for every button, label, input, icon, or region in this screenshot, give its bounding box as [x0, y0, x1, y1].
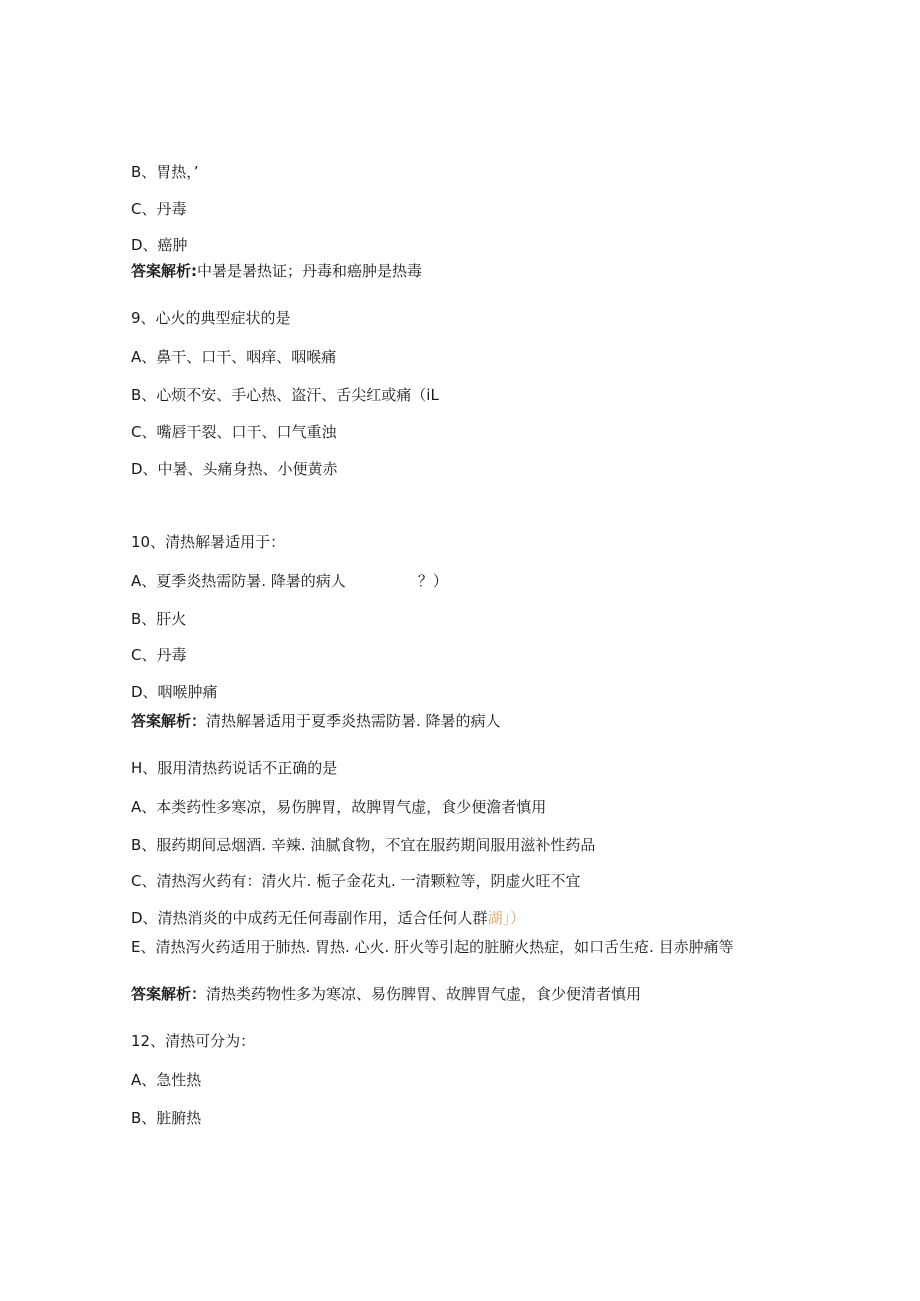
option-b: B、胃热，’ — [131, 163, 199, 181]
option-a: A、急性热 — [131, 1071, 202, 1089]
option-d: D、癌肿 — [131, 236, 188, 254]
answer-label: 答案解析： — [131, 712, 207, 730]
question-10: 10、清热解暑适用于： — [131, 533, 286, 551]
option-d: D、咽喉肿痛 — [131, 683, 218, 701]
option-a: A、夏季炎热需防暑. 降暑的病人 ？） — [131, 572, 448, 590]
option-d: D、中暑、头痛身热、小便黄赤 — [131, 460, 338, 478]
question-12: 12、清热可分为： — [131, 1032, 256, 1050]
answer-label: 答案解析: — [131, 262, 197, 280]
answer-explanation — [131, 262, 422, 280]
option-b: B、肝火 — [131, 610, 187, 628]
option-a: A、鼻干、口干、咽痒、咽喉痛 — [131, 348, 337, 366]
answer-explanation — [131, 712, 501, 730]
stamp-mark: 湖」） — [487, 909, 526, 927]
question-9: 9、心火的典型症状的是 — [131, 309, 291, 327]
option-c: C、丹毒 — [131, 646, 187, 664]
option-c: C、丹毒 — [131, 200, 187, 218]
answer-text: 清热解暑适用于夏季炎热需防暑. 降暑的病人 — [206, 712, 501, 730]
answer-explanation — [131, 985, 641, 1003]
option-a: A、本类药性多寒凉，易伤脾胃，故脾胃气虚，食少便澹者慎用 — [131, 798, 547, 816]
option-b: B、服药期间忌烟酒. 辛辣. 油腻食物，不宜在服药期间服用滋补性药品 — [131, 836, 596, 854]
option-b: B、心烦不安、手心热、盗汗、舌尖红或痛（iL — [131, 386, 439, 404]
answer-text: 清热类药物性多为寒凉、易伤脾胃、故脾胃气虚，食少便清者慎用 — [206, 985, 642, 1003]
question-11: H、服用清热药说话不正确的是 — [131, 759, 338, 777]
option-c: C、清热泻火药有：清火片. 栀子金花丸. 一清颗粒等，阴虚火旺不宜 — [131, 872, 581, 890]
option-e: E、清热泻火药适用于肺热. 胃热. 心火. 肝火等引起的脏腑火热症，如口舌生疮. 目赤肿痛等 — [131, 938, 734, 956]
option-c: C、嘴唇干裂、口干、口气重浊 — [131, 423, 337, 441]
option-d: D、清热消炎的中成药无任何毒副作用，适合任何人群湖」） — [131, 909, 526, 927]
option-b: B、脏腑热 — [131, 1109, 202, 1127]
answer-label: 答案解析： — [131, 985, 207, 1003]
answer-text: 中暑是暑热证；丹毒和癌肿是热毒 — [197, 262, 423, 280]
